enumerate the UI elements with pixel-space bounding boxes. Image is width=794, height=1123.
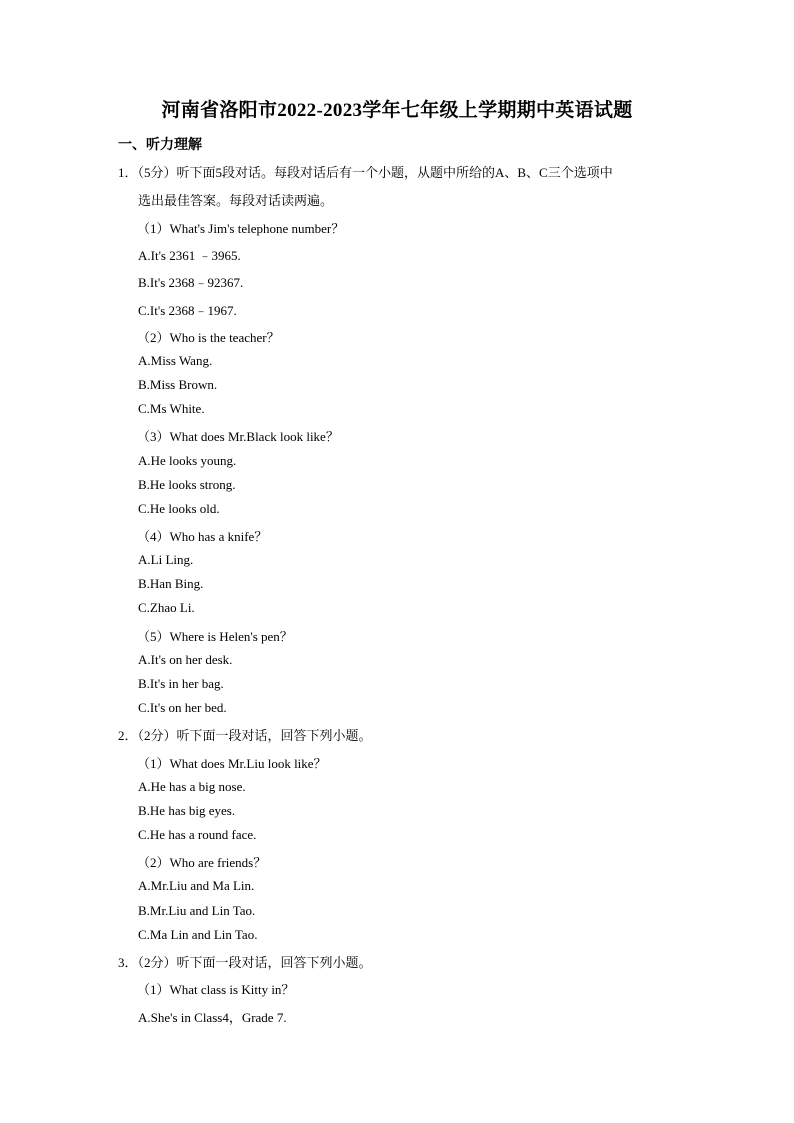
- answer-option: B.It's 2368﹣92367.: [138, 275, 244, 290]
- sub-question: （5）Where is Helen's pen？: [137, 629, 293, 644]
- answer-option: B.Mr.Liu and Lin Tao.: [138, 903, 256, 918]
- answer-option: C.Ms White.: [138, 401, 205, 416]
- answer-option: B.He looks strong.: [138, 477, 236, 492]
- answer-option: C.It's 2368﹣1967.: [138, 303, 237, 318]
- answer-option: A.Miss Wang.: [138, 353, 213, 368]
- answer-option: A.He has a big nose.: [138, 779, 246, 794]
- section-heading: 一、听力理解: [118, 138, 202, 153]
- answer-option: C.He has a round face.: [138, 827, 257, 842]
- sub-question: （4）Who has a knife？: [137, 529, 268, 544]
- question-stem: 2．（2分）听下面一段对话，回答下列小题。: [118, 728, 372, 743]
- sub-question: （1）What does Mr.Liu look like？: [137, 756, 327, 771]
- answer-option: A.It's on her desk.: [138, 652, 233, 667]
- answer-option: C.It's on her bed.: [138, 700, 227, 715]
- answer-option: A.It's 2361 ﹣3965.: [138, 248, 241, 263]
- answer-option: A.She's in Class4，Grade 7.: [138, 1010, 287, 1025]
- answer-option: A.Li Ling.: [138, 552, 194, 567]
- question-stem: 1．（5分）听下面5段对话。每段对话后有一个小题，从题中所给的A、B、C三个选项中: [118, 165, 613, 180]
- question-stem: 选出最佳答案。每段对话读两遍。: [138, 193, 334, 208]
- answer-option: C.Zhao Li.: [138, 600, 195, 615]
- sub-question: （2）Who is the teacher？: [137, 330, 280, 345]
- question-stem: 3．（2分）听下面一段对话，回答下列小题。: [118, 955, 372, 970]
- sub-question: （1）What's Jim's telephone number？: [137, 221, 345, 236]
- answer-option: B.It's in her bag.: [138, 676, 224, 691]
- answer-option: B.Han Bing.: [138, 576, 204, 591]
- answer-option: C.He looks old.: [138, 501, 220, 516]
- sub-question: （1）What class is Kitty in？: [137, 982, 295, 997]
- page-title: 河南省洛阳市2022-2023学年七年级上学期期中英语试题: [161, 100, 633, 121]
- answer-option: B.Miss Brown.: [138, 377, 218, 392]
- answer-option: A.He looks young.: [138, 453, 237, 468]
- answer-option: C.Ma Lin and Lin Tao.: [138, 927, 258, 942]
- answer-option: B.He has big eyes.: [138, 803, 236, 818]
- answer-option: A.Mr.Liu and Ma Lin.: [138, 878, 255, 893]
- sub-question: （2）Who are friends？: [137, 855, 267, 870]
- sub-question: （3）What does Mr.Black look like？: [137, 429, 339, 444]
